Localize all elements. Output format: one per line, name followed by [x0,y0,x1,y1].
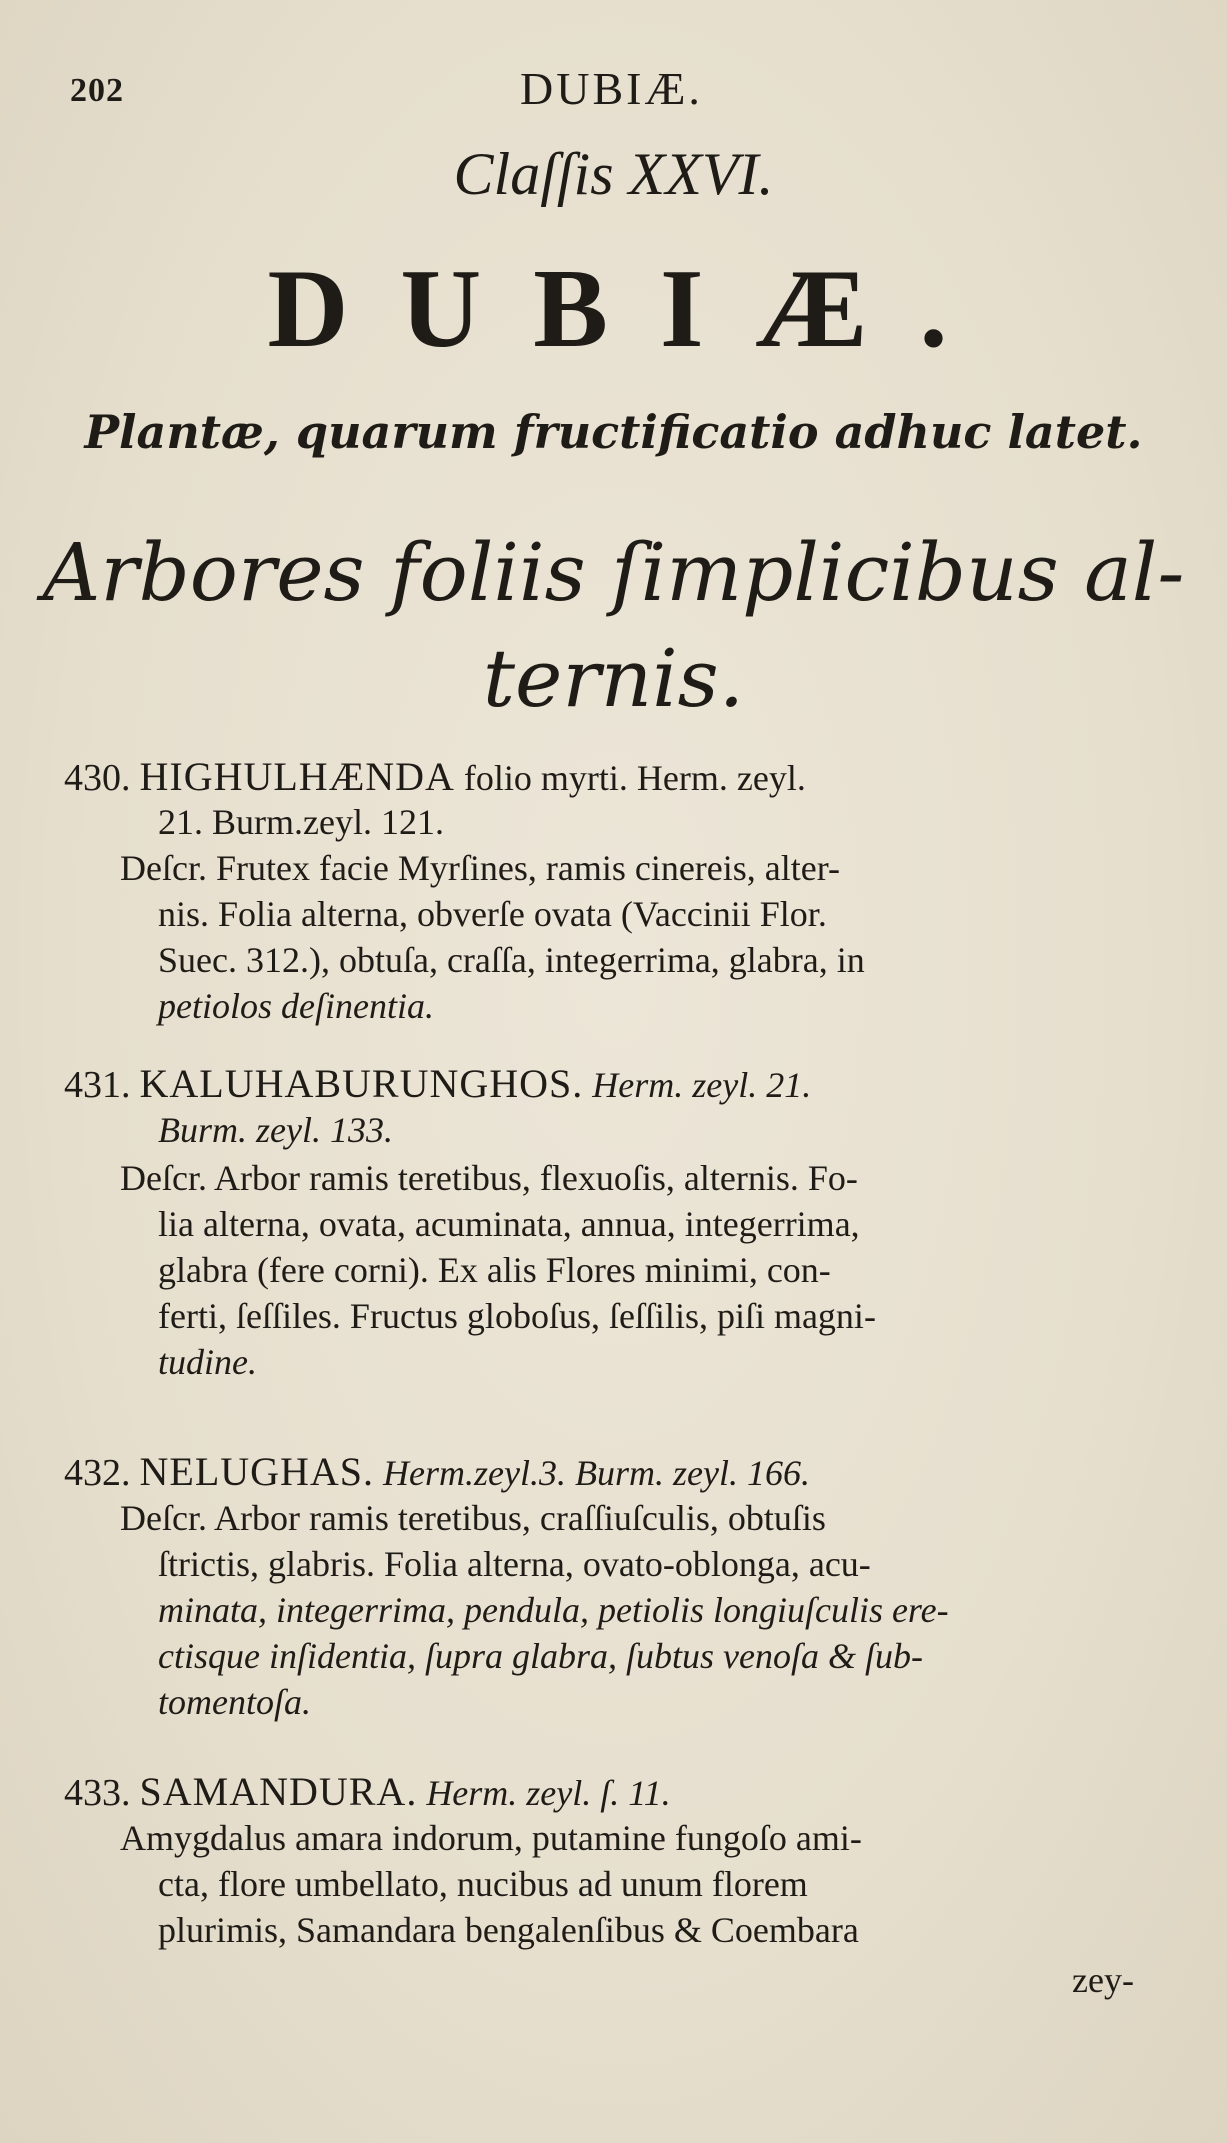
entry-number: 431. [64,1064,131,1106]
entry-heading [64,1450,810,1495]
entry-number: 432. [64,1452,131,1494]
entry-text: cta, flore umbellato, nucibus ad unum florem [158,1864,808,1904]
entry-text: 21. Burm.zeyl. 121. [158,802,444,842]
entry-text: folio myrti. Herm. zeyl. [463,758,806,798]
entry-heading [64,1062,811,1107]
running-head: DUBIÆ. [520,63,703,114]
genus-name: KALUHABURUNGHOS. [139,1061,584,1106]
entry-heading [64,755,806,800]
genus-name: NELUGHAS. [139,1449,375,1494]
catchword: zey- [1072,1960,1134,2000]
entry-text: tudine. [158,1342,257,1382]
subtitle: Plantæ, quarum fructificatio adhuc latet. [84,405,1143,459]
entry-text: Amygdalus amara indorum, putamine fungoſo ami- [120,1818,862,1858]
entry-text: ferti, ſeſſiles. Fructus globoſus, ſeſſilis, piſi magni- [158,1296,876,1336]
entry-text: Herm. zeyl. ſ. 11. [426,1773,671,1813]
entry-text: Herm. zeyl. 21. [592,1065,812,1105]
group-heading-line-2: ternis. [482,632,745,725]
entry-text: glabra (fere corni). Ex alis Flores minimi, con- [158,1250,831,1290]
genus-name: SAMANDURA. [139,1769,418,1814]
entry-text: Deſcr. Arbor ramis teretibus, flexuoſis, alternis. Fo- [120,1158,858,1198]
entry-number: 433. [64,1772,131,1814]
entry-text: petiolos deſinentia. [158,986,434,1026]
entry-text: tomentoſa. [158,1682,311,1722]
page-number: 202 [70,72,124,109]
class-heading: Claſſis XXVI. [453,141,774,207]
entry-text: nis. Folia alterna, obverſe ovata (Vaccinii Flor. [158,894,827,934]
group-heading [0,520,1227,732]
section-title: DUBIÆ. [267,247,1000,371]
entry-text: ſtrictis, glabris. Folia alterna, ovato-oblonga, acu- [158,1544,871,1584]
entry-text: lia alterna, ovata, acuminata, annua, integerrima, [158,1204,860,1244]
entry-text: Deſcr. Arbor ramis teretibus, craſſiuſculis, obtuſis [120,1498,826,1538]
entry-heading [64,1770,671,1815]
entry-text: Herm.zeyl.3. Burm. zeyl. 166. [383,1453,810,1493]
genus-name: HIGHULHÆNDA [139,754,455,799]
entry-text: Deſcr. Frutex facie Myrſines, ramis cinereis, alter- [120,848,840,888]
entry-number: 430. [64,757,131,799]
entry-text: Burm. zeyl. 133. [158,1110,393,1150]
entry-text: Suec. 312.), obtuſa, craſſa, integerrima, glabra, in [158,940,865,980]
entry-text: minata, integerrima, pendula, petiolis longiuſculis ere- [158,1590,949,1630]
group-heading-line-1: Arbores foliis ſimplicibus al- [42,526,1185,619]
entry-text: plurimis, Samandara bengalenſibus & Coembara [158,1910,859,1950]
entry-text: ctisque inſidentia, ſupra glabra, ſubtus venoſa & ſub- [158,1636,923,1676]
